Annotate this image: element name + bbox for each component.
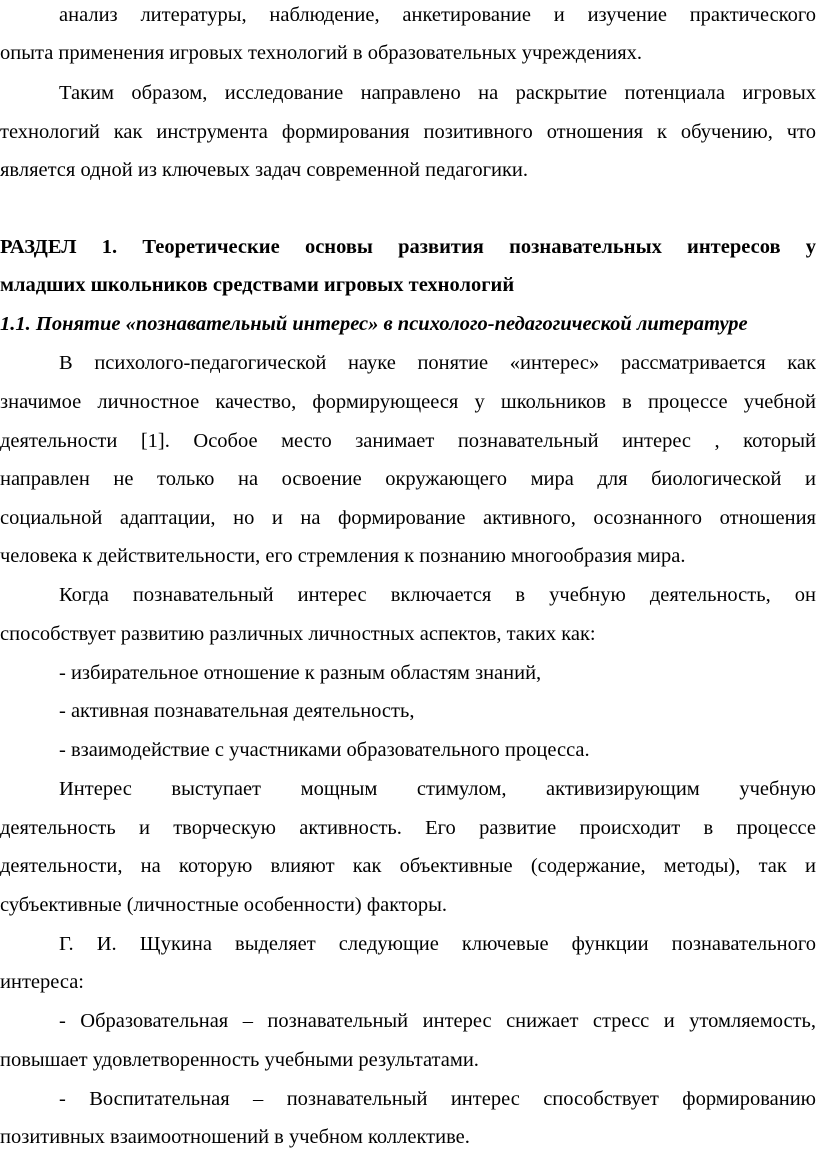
text-line: позитивных взаимоотношений в учебном коллективе. [0,1126,470,1148]
text-line: социальной адаптации, но и на формирование активного, осознанного отношения [0,507,816,529]
text-line: Когда познавательный интерес включается в учебную деятельность, он [59,584,816,606]
text-line: субъективные (личностные особенности) факторы. [0,894,447,916]
subsection-heading: 1.1. Понятие «познавательный интерес» в психолого-педагогической литературе [0,313,748,335]
text-line: Г. И. Щукина выделяет следующие ключевые функции познавательного [59,933,816,955]
text-line: деятельности, на которую влияют как объективные (содержание, методы), так и [0,855,816,877]
text-line: анализ литературы, наблюдение, анкетирование и изучение практического [59,4,816,26]
list-item: - Образовательная – познавательный интерес снижает стресс и утомляемость, [59,1010,816,1032]
list-item: - избирательное отношение к разным областям знаний, [59,662,542,684]
text-line: Таким образом, исследование направлено на раскрытие потенциала игровых [59,82,816,104]
list-item: - взаимодействие с участниками образовательного процесса. [59,739,590,761]
list-item: - активная познавательная деятельность, [59,700,415,722]
text-line: деятельности [1]. Особое место занимает познавательный интерес , который [0,430,816,452]
text-line: В психолого-педагогической науке понятие «интерес» рассматривается как [59,352,816,374]
text-line: значимое личностное качество, формирующееся у школьников в процессе учебной [0,391,816,413]
text-line: Интерес выступает мощным стимулом, активизирующим учебную [59,778,816,800]
section-heading: младших школьников средствами игровых технологий [0,274,515,296]
text-line: опыта применения игровых технологий в образовательных учреждениях. [0,42,643,64]
section-heading: РАЗДЕЛ 1. Теоретические основы развития познавательных интересов у [0,236,816,258]
text-line: направлен не только на освоение окружающего мира для биологической и [0,468,816,490]
text-line: человека к действительности, его стремления к познанию многообразия мира. [0,545,686,567]
list-item: - Воспитательная – познавательный интерес способствует формированию [59,1088,816,1110]
text-line: повышает удовлетворенность учебными результатами. [0,1049,479,1071]
text-line: интереса: [0,971,85,993]
text-line: способствует развитию различных личностных аспектов, таких как: [0,623,596,645]
text-line: технологий как инструмента формирования позитивного отношения к обучению, что [0,121,816,143]
text-line: деятельность и творческую активность. Его развитие происходит в процессе [0,817,816,839]
text-line: является одной из ключевых задач современной педагогики. [0,159,529,181]
